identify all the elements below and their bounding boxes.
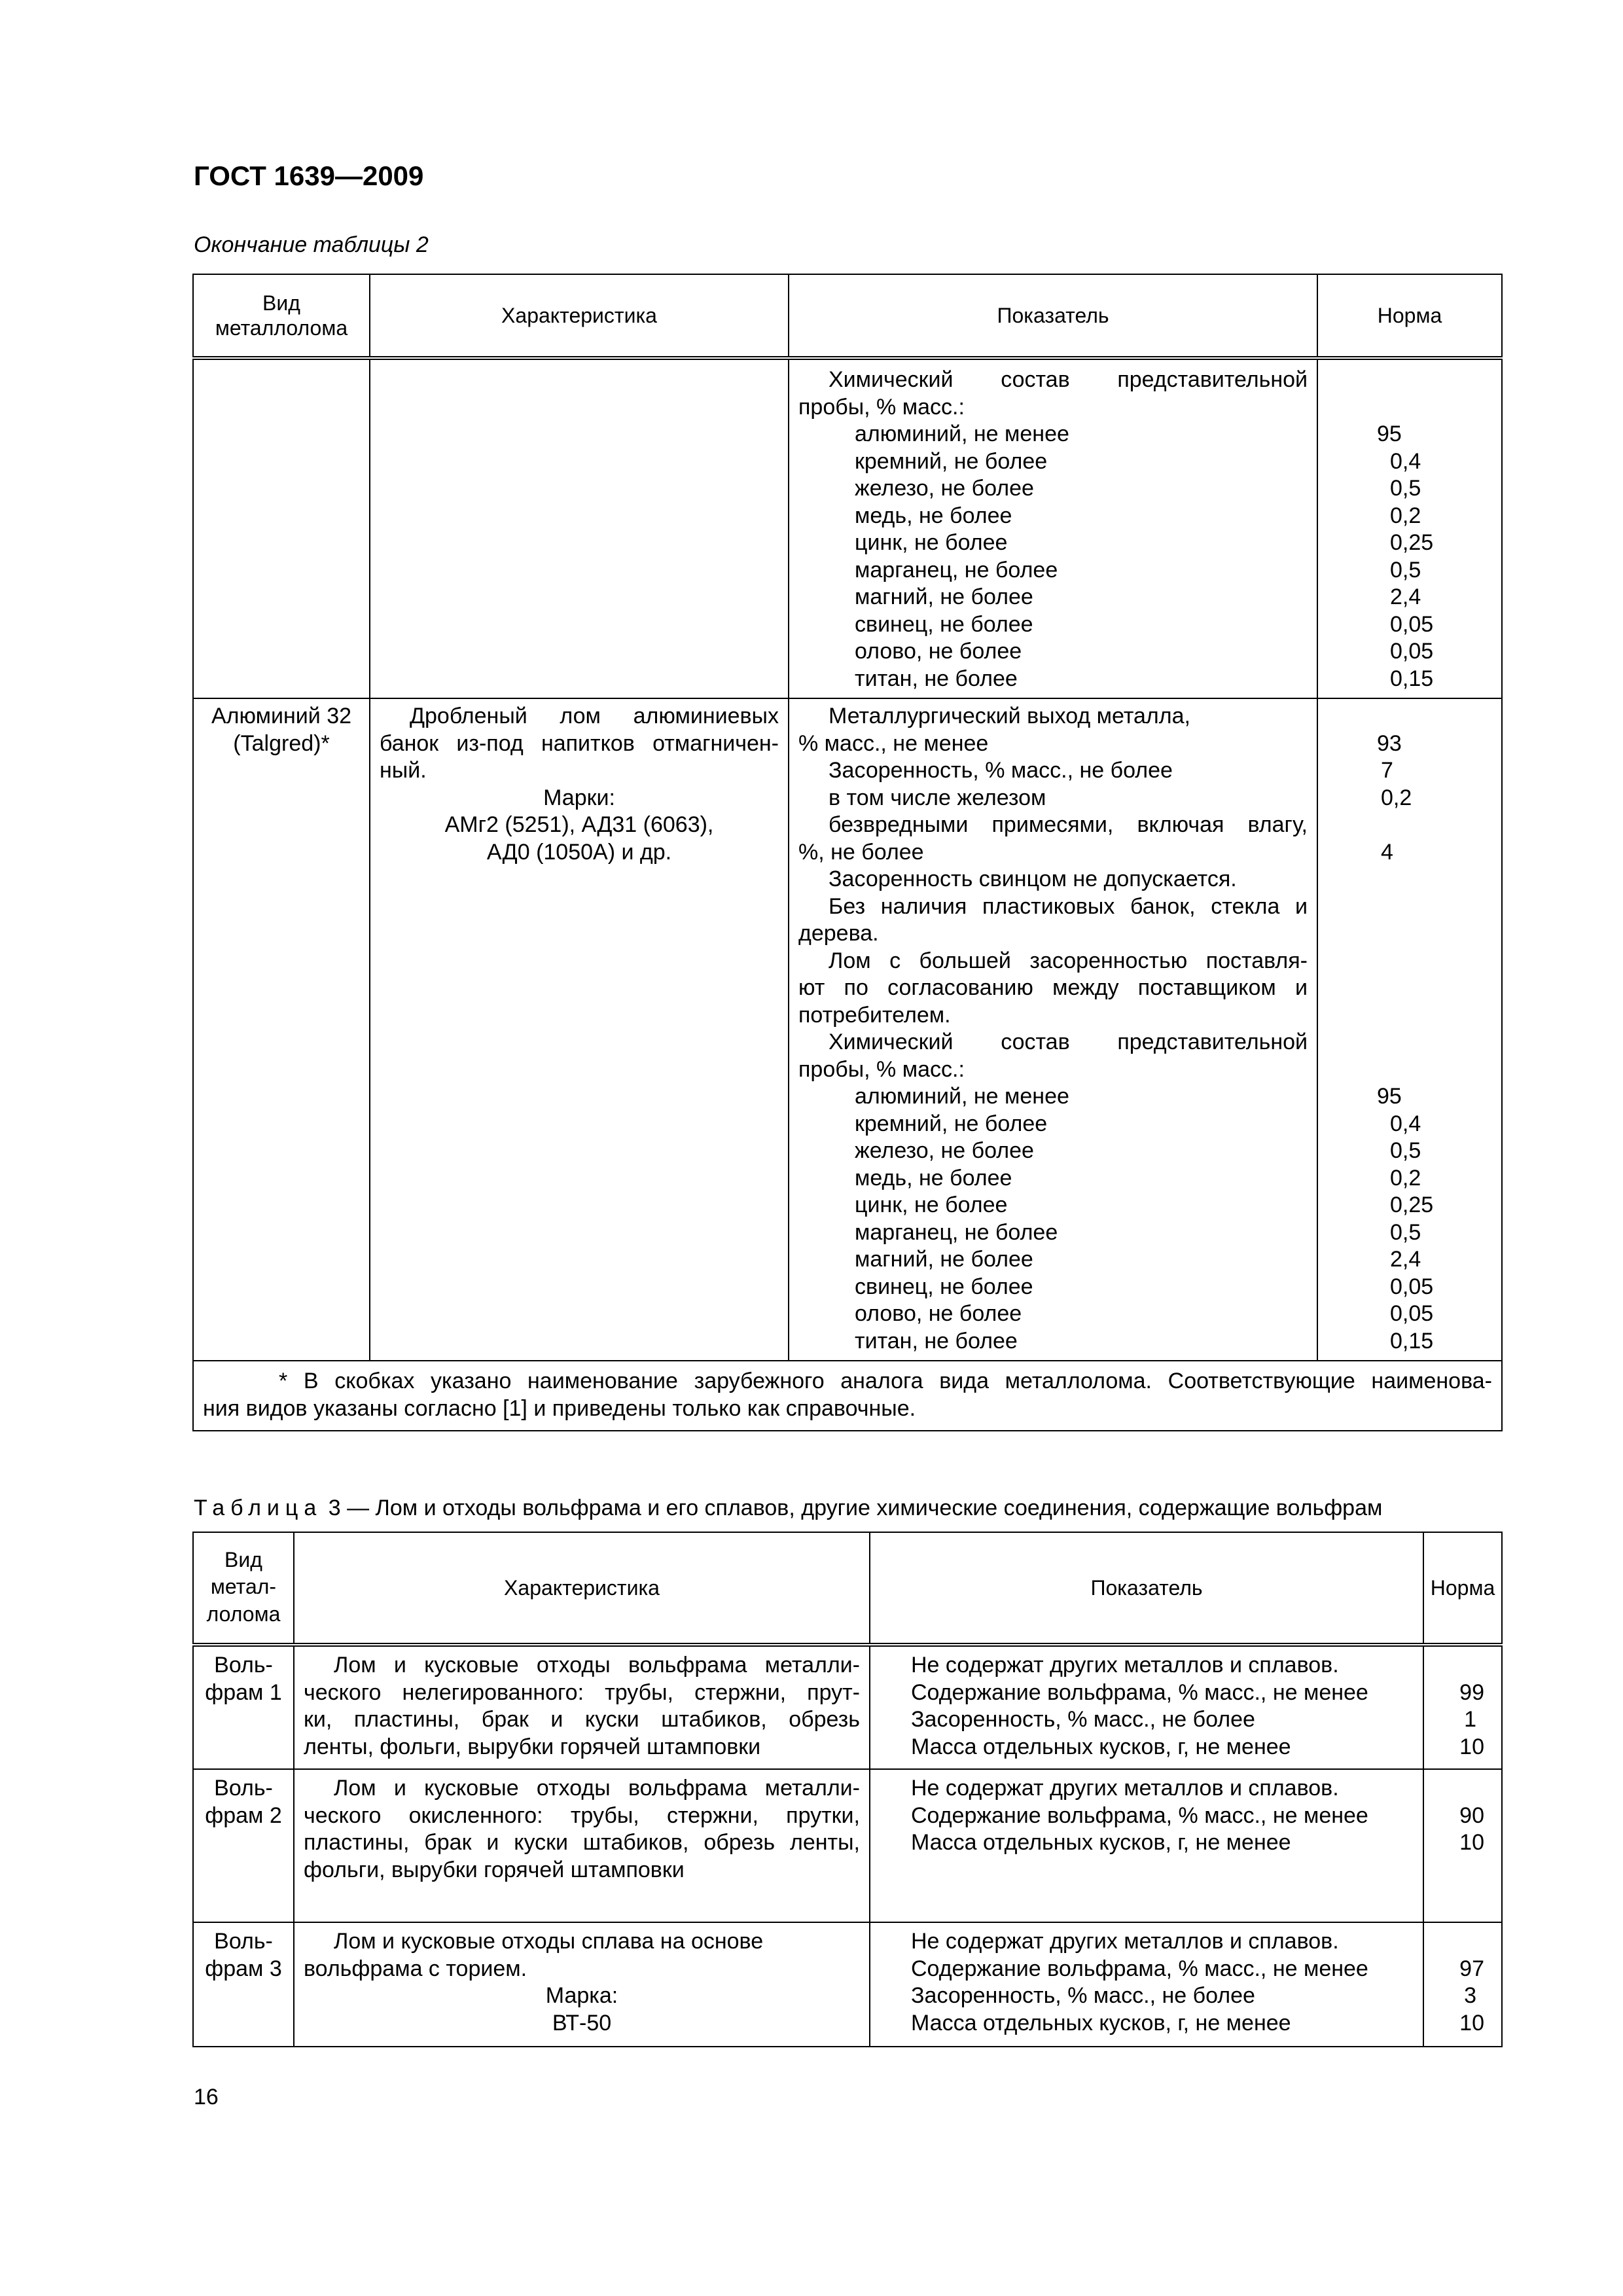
table-2-header-norm: Норма [1317, 274, 1502, 358]
indicator-line: Химический состав представительной [829, 367, 1308, 392]
indicator-line: медь, не более [855, 1165, 1012, 1191]
indicator-line: Засоренность, % масс., не более [911, 1983, 1255, 2008]
indicator-line: Не содержат других металлов и сплавов. [911, 1929, 1339, 1954]
indicator-line: марганец, не более [855, 1219, 1058, 1245]
norm-value: 0,2 [1390, 1165, 1421, 1191]
table-3-title-text: 3 — Лом и отходы вольфрама и его сплавов, другие химические соединения, содержащие вольфрам [322, 1496, 1383, 1520]
indicator-line: цинк, не более [855, 1193, 1008, 1217]
table-2-header-type: Вид металлолома [193, 274, 370, 358]
indicator-line: цинк, не более [855, 530, 1008, 555]
norm-value: 99 [1459, 1679, 1484, 1705]
norm-value: 4 [1381, 839, 1393, 865]
characteristic-line: пластины, брак и куски штабиков, обрезь ленты, [304, 1830, 860, 1855]
norm-value: 95 [1377, 422, 1402, 446]
norm-value: 0,05 [1390, 1301, 1434, 1326]
metal-type-line: Воль- [214, 1653, 273, 1677]
table-cell [370, 358, 789, 698]
norm-value: 0,05 [1390, 1274, 1434, 1299]
characteristic-cell [294, 1922, 870, 2047]
indicator-line: магний, не более [855, 584, 1033, 609]
norm-value: 0,5 [1390, 1219, 1421, 1245]
characteristic-line: Лом и кусковые отходы вольфрама металли- [334, 1653, 860, 1677]
norm-cell [1317, 698, 1502, 1361]
table-2-header-characteristic: Характеристика [370, 274, 789, 358]
metal-type-line: фрам 1 [205, 1679, 282, 1705]
metal-type-line: фрам 3 [205, 1956, 282, 1981]
indicator-cell [870, 1769, 1423, 1922]
table-3 [192, 1532, 1503, 2047]
indicator-line: Химический состав представительной [829, 1030, 1308, 1054]
indicator-line: пробы, % масс.: [798, 1056, 965, 1082]
indicator-line: Засоренность, % масс., не более [829, 758, 1173, 783]
norm-value: 0,5 [1390, 1138, 1421, 1163]
indicator-line: безвредными примесями, включая влагу, [829, 812, 1308, 837]
indicator-line: в том числе железом [829, 785, 1046, 810]
header-line: Вид [224, 1547, 262, 1571]
indicator-line: Без наличия пластиковых банок, стекла и [829, 893, 1308, 919]
norm-value [1424, 1928, 1484, 1956]
characteristic-line: Марки: [543, 785, 615, 810]
table-2 [192, 274, 1503, 1431]
characteristic-line: ки, пластины, брак и куски штабиков, обрезь [304, 1707, 860, 1732]
footnote-line: * В скобках указано наименование зарубежного аналога вида металлолома. Соответствующие наименова- [279, 1369, 1492, 1393]
table-row [193, 1769, 1502, 1922]
norm-value: 0,05 [1390, 639, 1434, 664]
indicator-line: кремний, не более [855, 448, 1048, 474]
characteristic-cell [294, 1769, 870, 1922]
footnote-line: ния видов указаны согласно [1] и приведены только как справочные. [203, 1395, 916, 1421]
indicator-line: свинец, не более [855, 611, 1033, 637]
characteristic-line: фольги, вырубки горячей штамповки [304, 1857, 685, 1882]
characteristic-line: ный. [380, 758, 427, 783]
norm-value: 93 [1377, 730, 1402, 756]
table-3-header-norm: Норма [1423, 1532, 1502, 1645]
metal-type-line: Воль- [214, 1776, 273, 1801]
table-3-title [194, 1495, 1382, 1522]
indicator-line: Масса отдельных кусков, г, не менее [911, 1734, 1291, 1759]
table-footnote-row [193, 1361, 1502, 1431]
metal-type-cell [193, 1645, 294, 1769]
table-footnote [193, 1361, 1502, 1431]
header-line: метал- [210, 1575, 277, 1599]
norm-value: 97 [1459, 1956, 1484, 1981]
table-3-header-characteristic: Характеристика [294, 1532, 870, 1645]
indicator-line: железо, не более [855, 476, 1034, 501]
characteristic-cell [370, 698, 789, 1361]
norm-value: 7 [1381, 758, 1393, 783]
norm-value: 2,4 [1390, 584, 1421, 609]
page-number: 16 [194, 2085, 219, 2109]
table-row [193, 1922, 1502, 2047]
indicator-cell [789, 358, 1317, 698]
indicator-line: алюминий, не менее [855, 422, 1069, 446]
norm-value: 95 [1377, 1084, 1402, 1109]
indicator-line: алюминий, не менее [855, 1084, 1069, 1109]
characteristic-line: Марка: [545, 1983, 618, 2008]
norm-value: 0,15 [1390, 666, 1434, 691]
indicator-cell [789, 698, 1317, 1361]
indicator-line: Не содержат других металлов и сплавов. [911, 1776, 1339, 1801]
norm-value: 0,2 [1381, 785, 1412, 810]
indicator-cell [870, 1922, 1423, 2047]
norm-value [1424, 1652, 1484, 1679]
characteristic-line: Лом и кусковые отходы вольфрама металли- [334, 1776, 860, 1801]
norm-value: 0,4 [1390, 448, 1421, 474]
norm-value: 0,5 [1390, 557, 1421, 583]
metal-type-line: фрам 2 [205, 1803, 282, 1828]
indicator-line: Содержание вольфрама, % масс., не менее [911, 1956, 1368, 1981]
indicator-line: ют по согласованию между поставщиком и [798, 975, 1308, 1000]
indicator-line: пробы, % масс.: [798, 394, 965, 420]
indicator-line: Лом с большей засоренностью поставля- [829, 948, 1308, 973]
indicator-cell [870, 1645, 1423, 1769]
norm-value: 1 [1464, 1707, 1476, 1732]
characteristic-line: Дробленый лом алюминиевых [410, 704, 779, 728]
indicator-line: кремний, не более [855, 1111, 1048, 1136]
header-line: лолома [206, 1602, 281, 1626]
characteristic-line: Лом и кусковые отходы сплава на основе [334, 1929, 764, 1954]
metal-type-line: Воль- [214, 1929, 273, 1954]
document-id: ГОСТ 1639—2009 [194, 160, 424, 191]
indicator-line: %, не более [798, 839, 924, 865]
norm-value: 0,15 [1390, 1328, 1434, 1354]
indicator-line: марганец, не более [855, 557, 1058, 583]
indicator-line: медь, не более [855, 503, 1012, 528]
norm-cell [1423, 1769, 1502, 1922]
indicator-line: свинец, не более [855, 1274, 1033, 1299]
norm-value: 90 [1459, 1803, 1484, 1828]
indicator-line: олово, не более [855, 639, 1022, 664]
metal-type-cell [193, 1769, 294, 1922]
characteristic-line: АД0 (1050А) и др. [486, 839, 672, 865]
norm-value: 2,4 [1390, 1247, 1421, 1272]
characteristic-line: ческого окисленного: трубы, стержни, прутки, [304, 1803, 860, 1828]
indicator-line: титан, не более [855, 666, 1018, 691]
indicator-line: потребителем. [798, 1002, 951, 1028]
norm-value: 0,5 [1390, 476, 1421, 501]
indicator-line: Засоренность свинцом не допускается. [829, 867, 1237, 891]
indicator-line: Металлургический выход металла, [829, 704, 1190, 728]
indicator-line: Содержание вольфрама, % масс., не менее [911, 1679, 1368, 1705]
table-row [193, 358, 1502, 698]
norm-value: 0,4 [1390, 1111, 1421, 1136]
norm-value: 0,05 [1390, 611, 1434, 637]
table-3-title-label: Таблица [194, 1496, 323, 1520]
metal-type-cell [193, 1922, 294, 2047]
table-2-continuation-caption: Окончание таблицы 2 [194, 232, 429, 257]
norm-value [1424, 1775, 1484, 1803]
characteristic-line: ленты, фольги, вырубки горячей штамповки [304, 1734, 761, 1759]
indicator-line: олово, не более [855, 1301, 1022, 1326]
norm-value: 3 [1464, 1983, 1476, 2008]
indicator-line: Масса отдельных кусков, г, не менее [911, 2010, 1291, 2036]
table-row [193, 1645, 1502, 1769]
norm-value: 10 [1459, 1734, 1484, 1759]
norm-cell [1423, 1645, 1502, 1769]
indicator-line: % масс., не менее [798, 730, 989, 756]
characteristic-line: АМг2 (5251), АД31 (6063), [444, 812, 714, 837]
metal-type-line: Алюминий 32 [211, 704, 352, 728]
table-3-header-indicator: Показатель [870, 1532, 1423, 1645]
norm-value: 0,2 [1390, 503, 1421, 528]
norm-value: 0,25 [1390, 530, 1434, 555]
metal-type-cell [193, 698, 370, 1361]
characteristic-cell [294, 1645, 870, 1769]
characteristic-line: вольфрама с торием. [304, 1956, 527, 1981]
indicator-line: железо, не более [855, 1138, 1034, 1163]
metal-type-line: (Talgred)* [233, 730, 330, 756]
indicator-line: Содержание вольфрама, % масс., не менее [911, 1803, 1368, 1828]
table-cell [193, 358, 370, 698]
norm-cell [1423, 1922, 1502, 2047]
characteristic-line: ВТ-50 [552, 2010, 612, 2036]
norm-value: 0,25 [1390, 1193, 1434, 1217]
characteristic-line: ческого нелегированного: трубы, стержни, прут- [304, 1679, 860, 1705]
norm-value: 10 [1459, 1830, 1484, 1855]
norm-cell [1317, 358, 1502, 698]
indicator-line: Масса отдельных кусков, г, не менее [911, 1830, 1291, 1855]
table-2-header-indicator: Показатель [789, 274, 1317, 358]
table-3-header-type [193, 1532, 294, 1645]
indicator-line: магний, не более [855, 1247, 1033, 1272]
indicator-line: дерева. [798, 921, 879, 946]
table-row [193, 698, 1502, 1361]
indicator-line: Не содержат других металлов и сплавов. [911, 1653, 1339, 1677]
characteristic-line: банок из-под напитков отмагничен- [380, 730, 779, 756]
norm-value: 10 [1459, 2010, 1484, 2036]
indicator-line: Засоренность, % масс., не более [911, 1707, 1255, 1732]
indicator-line: титан, не более [855, 1328, 1018, 1354]
